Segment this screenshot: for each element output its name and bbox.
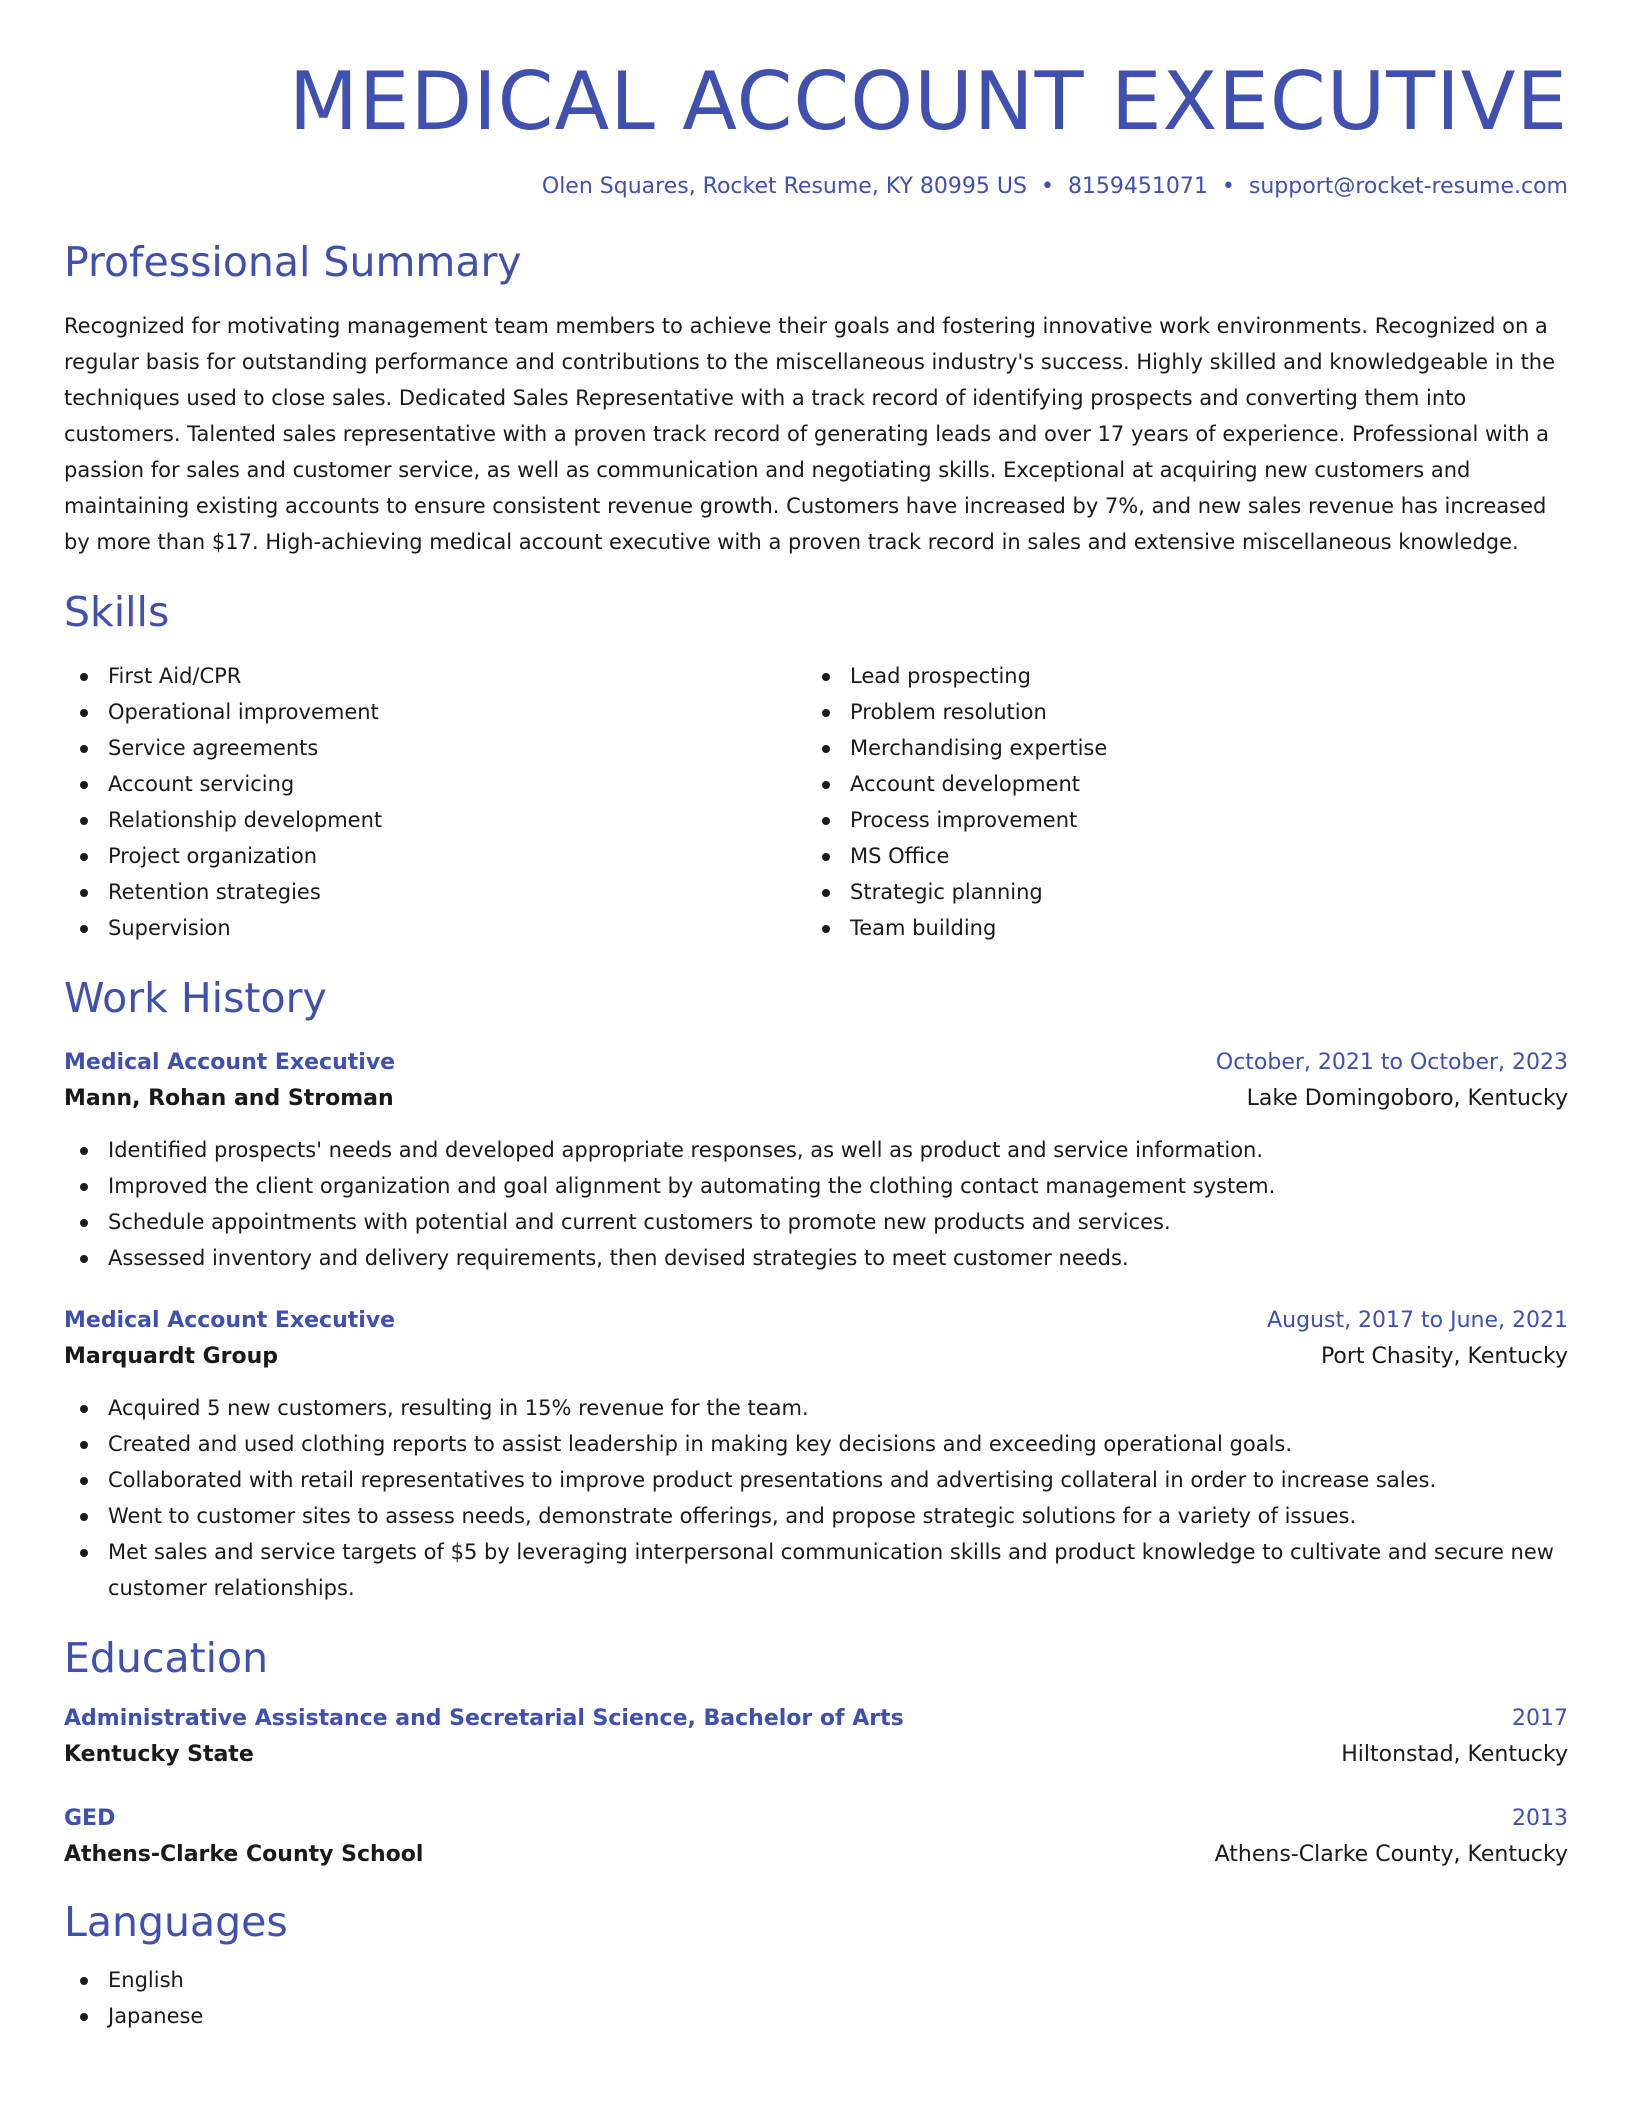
education-degree: Administrative Assistance and Secretarial Science, Bachelor of Arts [64, 1706, 904, 1731]
skills-grid [64, 658, 1568, 946]
education-entry [64, 1702, 1568, 1774]
job-company-row [64, 1080, 1568, 1118]
skills-column-left [64, 658, 806, 946]
job-company: Marquardt Group [64, 1344, 279, 1369]
job-company: Mann, Rohan and Stroman [64, 1086, 394, 1111]
section-title-work-history: Work History [64, 974, 327, 1022]
education-degree-row [64, 1802, 1568, 1836]
education-school-row [64, 1836, 1568, 1874]
skill-item: Process improvement [806, 802, 1548, 838]
job-location: Port Chasity, Kentucky [1320, 1344, 1568, 1369]
section-title-languages: Languages [64, 1898, 288, 1946]
job-title: Medical Account Executive [64, 1308, 396, 1333]
work-history-section [64, 972, 1568, 1606]
education-degree: GED [64, 1806, 116, 1831]
job-bullets [64, 1132, 1568, 1276]
contact-separator: • [1221, 174, 1235, 199]
skill-item: Project organization [64, 838, 806, 874]
skill-item: Team building [806, 910, 1548, 946]
skill-item: Supervision [64, 910, 806, 946]
job-dates: October, 2021 to October, 2023 [1215, 1050, 1568, 1075]
education-degree-row [64, 1702, 1568, 1736]
language-item: English [64, 1962, 1568, 1998]
contact-separator: • [1040, 174, 1054, 199]
language-item: Japanese [64, 1998, 1568, 2034]
skill-item: Merchandising expertise [806, 730, 1548, 766]
skill-item: Relationship development [64, 802, 806, 838]
job-bullet: Identified prospects' needs and developed appropriate responses, as well as product and service information. [64, 1132, 1568, 1168]
job-bullet: Acquired 5 new customers, resulting in 15% revenue for the team. [64, 1390, 1568, 1426]
resume-page [64, 52, 1568, 2034]
skill-item: Strategic planning [806, 874, 1548, 910]
job-location: Lake Domingoboro, Kentucky [1246, 1086, 1568, 1111]
skill-item: MS Office [806, 838, 1548, 874]
job-entry [64, 1046, 1568, 1276]
job-title: Medical Account Executive [64, 1050, 396, 1075]
resume-header [64, 52, 1568, 202]
job-bullet: Went to customer sites to assess needs, demonstrate offerings, and propose strategic solutions for a variety of issues. [64, 1498, 1568, 1534]
job-entry [64, 1304, 1568, 1606]
education-location: Hiltonstad, Kentucky [1341, 1742, 1568, 1767]
skill-item: Account servicing [64, 766, 806, 802]
job-bullet: Improved the client organization and goal alignment by automating the clothing contact management system. [64, 1168, 1568, 1204]
skill-item: Operational improvement [64, 694, 806, 730]
summary-section [64, 236, 1568, 560]
education-school: Kentucky State [64, 1742, 254, 1767]
languages-section [64, 1896, 1568, 2034]
contact-address: Olen Squares, Rocket Resume, KY 80995 US [541, 174, 1027, 199]
education-entry [64, 1802, 1568, 1874]
job-bullets [64, 1390, 1568, 1606]
skill-item: Lead prospecting [806, 658, 1548, 694]
section-title-skills: Skills [64, 588, 170, 636]
job-bullet: Met sales and service targets of $5 by leveraging interpersonal communication skills and product knowledge to cultivate and secure new customer relationships. [64, 1534, 1568, 1606]
education-location: Athens-Clarke County, Kentucky [1214, 1842, 1568, 1867]
skill-item: Problem resolution [806, 694, 1548, 730]
resume-name: MEDICAL ACCOUNT EXECUTIVE [288, 55, 1568, 148]
section-title-summary: Professional Summary [64, 238, 522, 286]
job-dates: August, 2017 to June, 2021 [1267, 1308, 1568, 1333]
education-school-row [64, 1736, 1568, 1774]
education-year: 2017 [1512, 1706, 1568, 1731]
education-section [64, 1632, 1568, 1874]
summary-text: Recognized for motivating management team members to achieve their goals and fostering innovative work environments. Recognized on a regular basis for outstanding performance and contributions to the miscellaneous industry's success. Highly skilled and knowledgeable in the techniques used to close sales. Dedicated Sales Representative with a track record of identifying prospects and converting them into customers. Talented sales representative with a proven track record of generating leads and over 17 years of experience. Professional with a passion for sales and customer service, as well as communication and negotiating skills. Exceptional at acquiring new customers and maintaining existing accounts to ensure consistent revenue growth. Customers have increased by 7%, and new sales revenue has increased by more than $17. High-achieving medical account executive with a proven track record in sales and extensive miscellaneous knowledge. [64, 314, 1556, 554]
job-bullet: Collaborated with retail representatives to improve product presentations and advertising collateral in order to increase sales. [64, 1462, 1568, 1498]
education-year: 2013 [1512, 1806, 1568, 1831]
skill-item: First Aid/CPR [64, 658, 806, 694]
job-title-row [64, 1046, 1568, 1080]
contact-phone: 8159451071 [1067, 174, 1208, 199]
skill-item: Service agreements [64, 730, 806, 766]
skills-column-right [806, 658, 1548, 946]
contact-email: support@rocket-resume.com [1248, 174, 1568, 199]
skill-item: Retention strategies [64, 874, 806, 910]
skills-section [64, 586, 1568, 946]
job-company-row [64, 1338, 1568, 1376]
job-bullet: Created and used clothing reports to assist leadership in making key decisions and exceeding operational goals. [64, 1426, 1568, 1462]
skill-item: Account development [806, 766, 1548, 802]
language-list [64, 1962, 1568, 2034]
section-title-education: Education [64, 1634, 269, 1682]
contact-line [64, 172, 1568, 202]
job-bullet: Assessed inventory and delivery requirements, then devised strategies to meet customer needs. [64, 1240, 1568, 1276]
job-title-row [64, 1304, 1568, 1338]
education-school: Athens-Clarke County School [64, 1842, 424, 1867]
job-bullet: Schedule appointments with potential and current customers to promote new products and services. [64, 1204, 1568, 1240]
